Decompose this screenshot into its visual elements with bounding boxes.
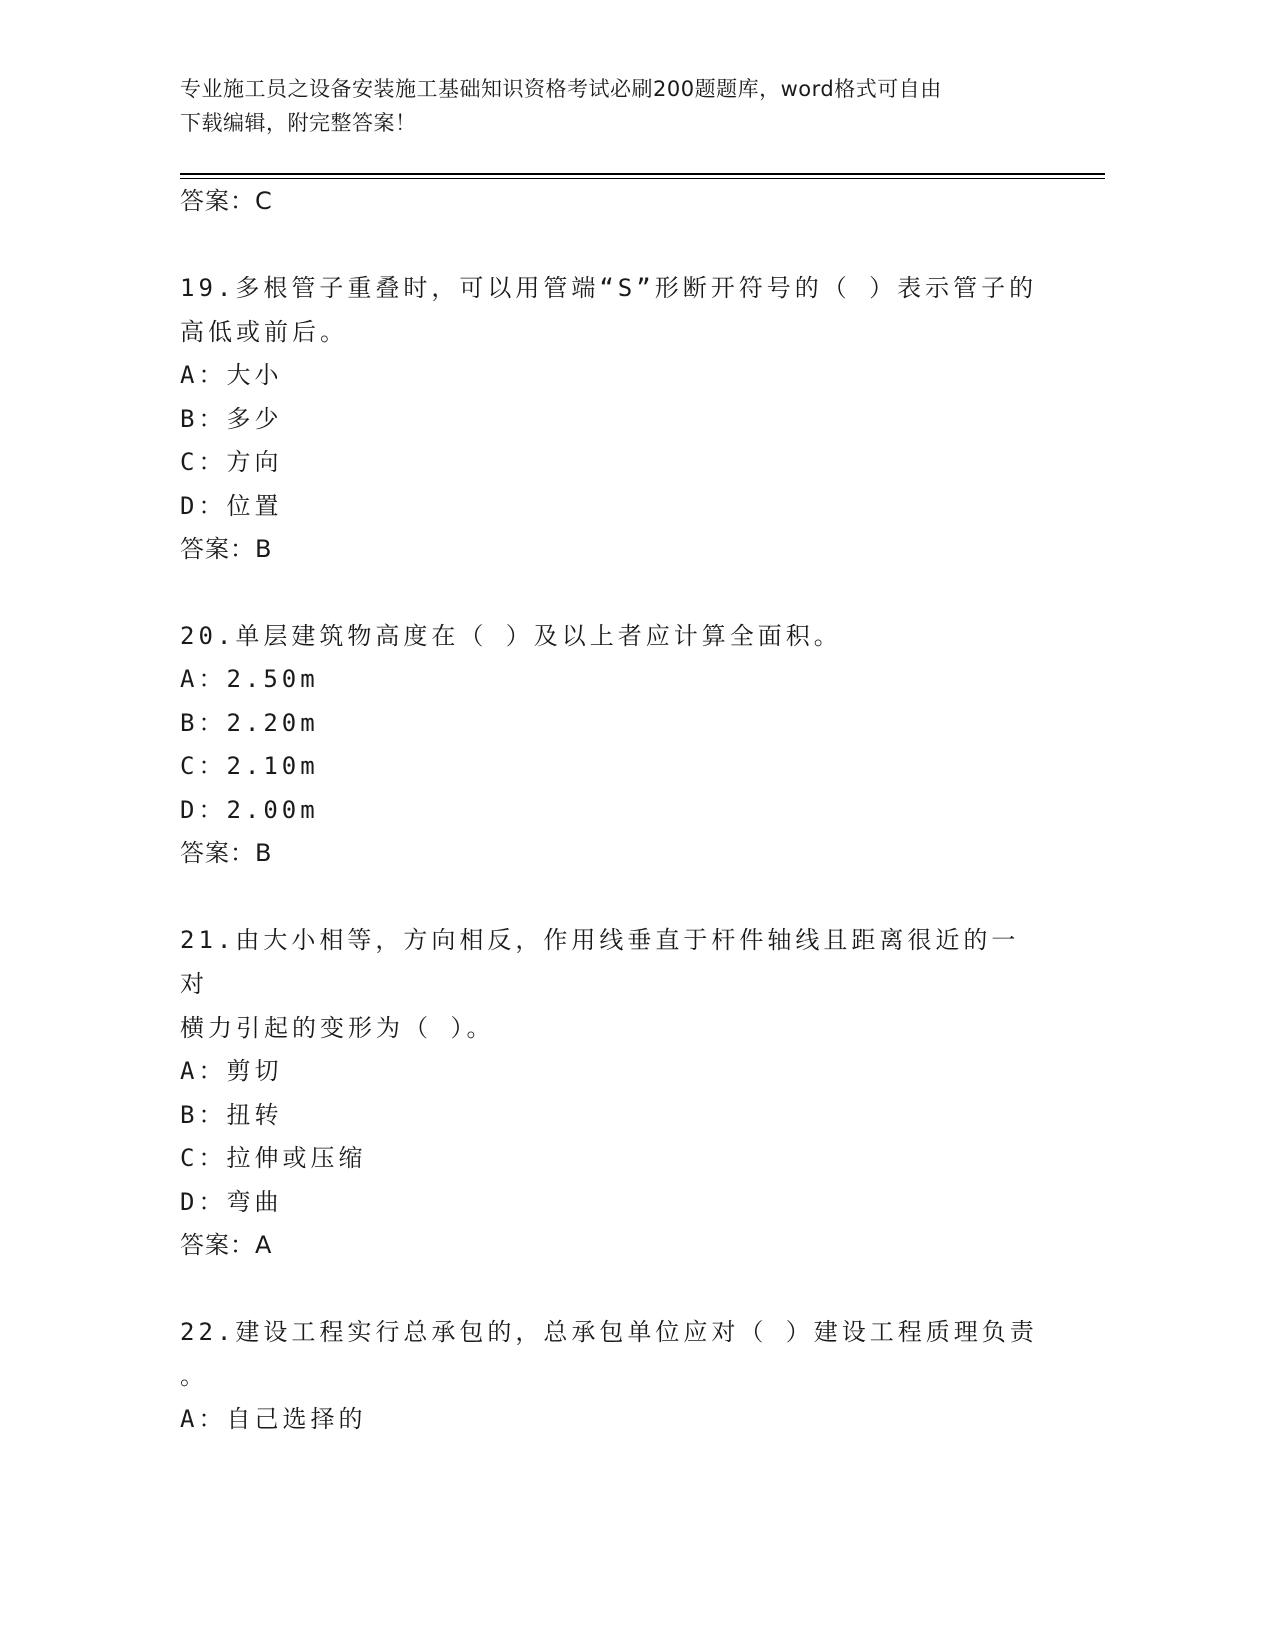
question-list [180,180,1040,1442]
option-a: A：剪切 [180,1057,283,1085]
spacer [180,875,1040,918]
option-c: C：拉伸或压缩 [180,1144,367,1172]
question-text: 22.建设工程实行总承包的，总承包单位应对（ ）建设工程质理负责 [180,1318,1038,1346]
question-text: 19.多根管子重叠时，可以用管端“S”形断开符号的（ ）表示管子的 [180,274,1038,302]
option-d: D：位置 [180,491,283,520]
option-b: B：2.20m [180,708,319,737]
question-20 [180,614,1040,875]
question-21 [180,918,1040,1267]
question-text-cont: 横力引起的变形为（ ）。 [180,1014,495,1042]
option-d: D：弯曲 [180,1187,283,1216]
option-c: C：2.10m [180,752,319,780]
question-22 [180,1310,1040,1442]
option-b: B：扭转 [180,1100,283,1129]
option-a: A：大小 [180,361,283,389]
answer-line: 答案：C [180,187,273,215]
option-b: B：多少 [180,404,283,433]
header-line-2: 下载编辑，附完整答案！ [180,111,417,135]
question-19 [180,266,1040,571]
option-a: A：自己选择的 [180,1405,367,1433]
spacer [180,1267,1040,1310]
question-text-cont: 。 [180,1362,208,1390]
question-text: 21.由大小相等，方向相反，作用线垂直于杆件轴线且距离很近的一对 [180,926,1020,998]
question-text: 20.单层建筑物高度在（ ）及以上者应计算全面积。 [180,622,842,650]
question-text-cont: 高低或前后。 [180,318,348,346]
option-a: A：2.50m [180,665,319,693]
document-header [180,72,1060,140]
answer-line: 答案：A [180,1231,273,1259]
answer-line: 答案：B [180,535,273,563]
header-line-1: 专业施工员之设备安装施工基础知识资格考试必刷200题题库，word格式可自由 [180,77,942,101]
spacer [180,223,1040,266]
option-d: D：2.00m [180,795,319,824]
spacer [180,571,1040,614]
answer-line: 答案：B [180,839,273,867]
header-rule-thick [180,173,1105,175]
header-rule-thin [180,178,1105,179]
option-c: C：方向 [180,448,283,476]
